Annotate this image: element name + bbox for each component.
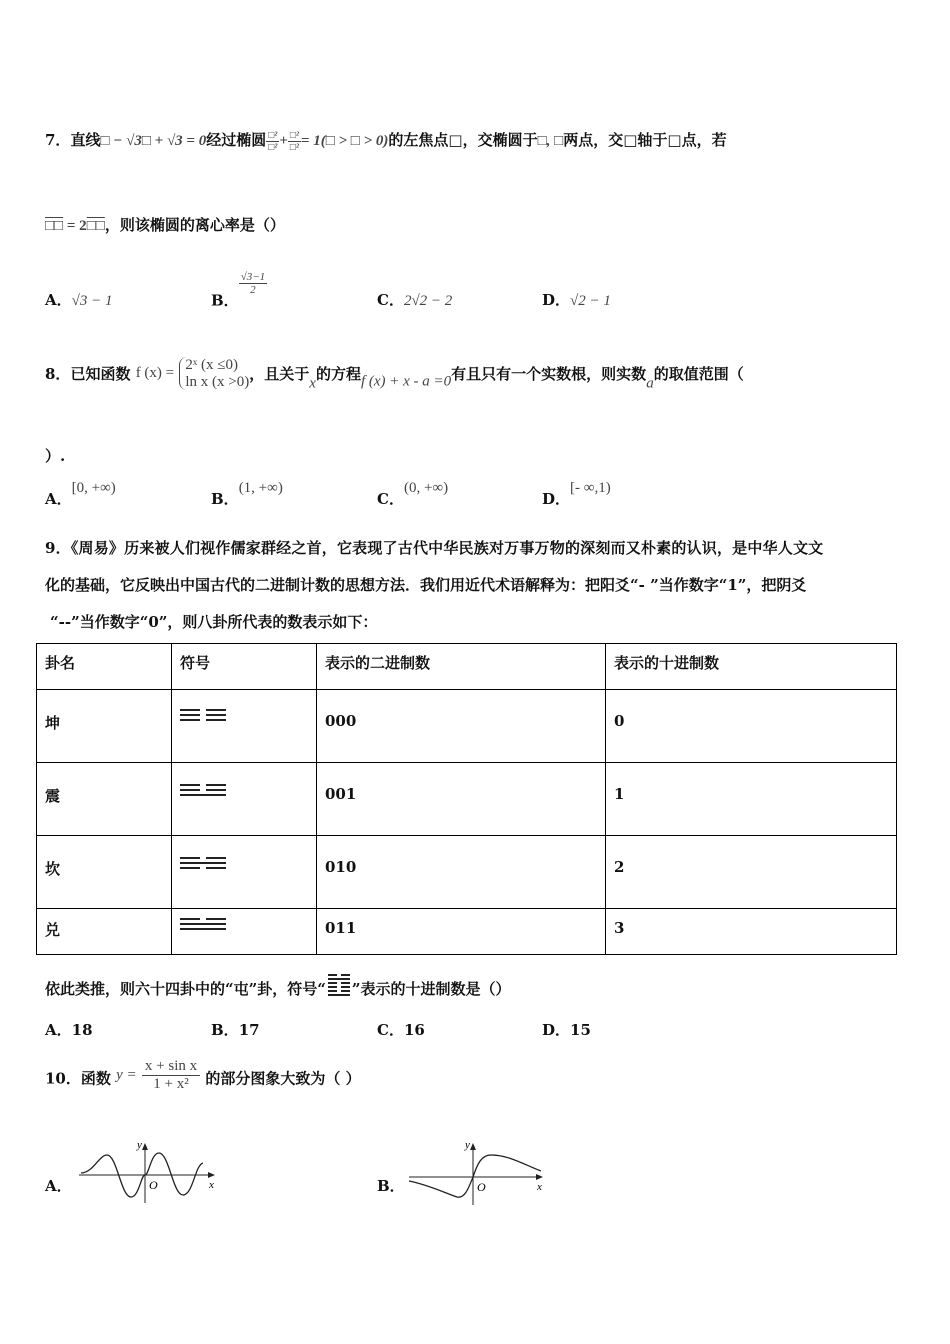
row-name: 坎	[37, 836, 172, 909]
bagua-table	[36, 643, 897, 955]
q7-ellipse-frac1: $\frac{\text{□²}}{\text{□²}}$	[268, 129, 278, 153]
q8-option-d[interactable]: D．[- ∞,1)	[542, 480, 611, 508]
q7-option-a[interactable]: A．√3 − 1	[45, 291, 113, 309]
q10-y-eq: y =	[116, 1067, 137, 1083]
row-name: 震	[37, 763, 172, 836]
q8-option-c[interactable]: C．(0, +∞)	[377, 480, 449, 508]
origin-label: O	[477, 1180, 486, 1194]
q8-fx: f (x) =	[135, 365, 175, 381]
row-decimal: 0	[606, 690, 897, 763]
q7-points: □, □	[537, 133, 564, 149]
q7-line-equation: □ − √3□ + √3 = 0	[100, 133, 207, 149]
q7-mid2: 的左焦点□，交椭圆于	[388, 131, 538, 149]
table-row	[37, 690, 897, 763]
row-decimal: 2	[606, 836, 897, 909]
q7-vector-rhs: □□	[86, 218, 105, 234]
q7-tail: ，则该椭圆的离心率是（）	[104, 216, 285, 234]
q7-mid3: 两点，交□轴于□点，若	[563, 131, 727, 149]
q9-stem-line3: “--”当作数字“0”，则八卦所代表的数表示如下：	[50, 613, 378, 631]
q8-lead: 已知函数	[70, 365, 131, 383]
q9-option-b[interactable]: B．17	[211, 1021, 260, 1039]
q8-stem-line1	[45, 357, 744, 393]
q7-vector-lhs: □□	[45, 218, 64, 234]
q7-ellipse-equation: $\frac{\text{□²}}{\text{□²}}+$ $\frac{\text{□²}}{\text{□²}}=$ 1(□ > □ > 0)	[268, 129, 389, 153]
q10-numerator: x + sin x	[142, 1058, 200, 1076]
header-decimal: 表示的十进制数	[606, 644, 897, 690]
table-row	[37, 763, 897, 836]
header-symbol: 符号	[172, 644, 317, 690]
q10-number: 10．	[45, 1069, 81, 1088]
header-name: 卦名	[37, 644, 172, 690]
q7-ellipse-frac2: $\frac{\text{□²}}{\text{□²}}$	[289, 129, 299, 153]
q9-stem-line1: 9．《周易》历来被人们视作儒家群经之首，它表现了古代中华民族对万事万物的深刻而又朴素的认识，是中华人文文	[45, 539, 824, 557]
q7-vector-mid: = 2	[63, 218, 87, 234]
trigram-kan-icon	[172, 836, 317, 909]
q8-mid1: ，且关于	[249, 365, 310, 383]
q8-option-a[interactable]: A．[0, +∞)	[45, 480, 116, 508]
y-label: y	[137, 1139, 142, 1151]
x-arrow-icon	[536, 1174, 543, 1180]
row-name: 兑	[37, 909, 172, 955]
q8-equation: f (x) + x - a =0	[360, 373, 452, 390]
row-binary: 010	[317, 836, 606, 909]
row-binary: 000	[317, 690, 606, 763]
q7-stem-line1	[45, 129, 727, 153]
q8-option-b[interactable]: B．(1, +∞)	[211, 480, 283, 508]
q9-follow-up: 依此类推，则六十四卦中的“屯”卦，符号“ ”表示的十进制数是（）	[45, 972, 511, 999]
q9-option-d[interactable]: D．15	[542, 1021, 591, 1039]
x-arrow-icon	[208, 1172, 215, 1178]
q7-stem-line2	[45, 214, 285, 235]
hexagram-zhun-icon	[328, 972, 350, 998]
q10-tail: 的部分图象大致为（ ）	[205, 1069, 361, 1088]
table-header-row	[37, 644, 897, 690]
q8-number: 8．	[45, 365, 71, 383]
q8-piece1: 2ˣ (x ≤0)	[185, 357, 238, 373]
table-row	[37, 909, 897, 955]
q7-option-b[interactable]: B． $\frac{√3-1}{2}$	[211, 271, 266, 310]
row-decimal: 3	[606, 909, 897, 955]
curve-b	[409, 1155, 541, 1197]
x-label: x	[209, 1179, 214, 1191]
q8-mid4: 的取值范围（	[653, 365, 744, 383]
y-label: y	[465, 1139, 470, 1151]
q10-option-b-label[interactable]: B．	[377, 1177, 405, 1195]
q7-option-c[interactable]: C．2√2 − 2	[377, 291, 453, 309]
trigram-zhen-icon	[172, 763, 317, 836]
q7-number: 7．	[45, 131, 71, 149]
q10-fraction	[142, 1058, 200, 1093]
q10-stem	[45, 1058, 361, 1093]
trigram-kun-icon	[172, 690, 317, 763]
q7-mid1: 经过椭圆	[206, 131, 267, 149]
q7-option-d[interactable]: D．√2 − 1	[542, 291, 611, 309]
q9-stem-line2: 化的基础，它反映出中国古代的二进制计数的思想方法．我们用近代术语解释为：把阳爻“- ”当作数字“1”，把阴爻	[45, 576, 807, 594]
q10-lead: 函数	[80, 1069, 111, 1088]
q7-lead: 直线	[70, 131, 101, 149]
q8-mid2: 的方程	[315, 365, 361, 383]
header-binary: 表示的二进制数	[317, 644, 606, 690]
q10-denominator: 1 + x²	[153, 1076, 189, 1092]
q8-piece2: ln x (x >0)	[185, 373, 250, 390]
q8-var-x: x	[309, 375, 316, 392]
y-arrow-icon	[142, 1143, 148, 1150]
row-binary: 001	[317, 763, 606, 836]
q9-option-a[interactable]: A．18	[45, 1021, 93, 1039]
trigram-dui-icon	[172, 909, 317, 955]
table-row	[37, 836, 897, 909]
origin-label: O	[149, 1178, 158, 1192]
q8-mid3: 有且只有一个实数根，则实数	[451, 365, 647, 383]
q8-close: ）.	[45, 447, 66, 465]
row-binary: 011	[317, 909, 606, 955]
q10-option-a-label[interactable]: A．	[45, 1177, 72, 1195]
y-arrow-icon	[470, 1143, 476, 1150]
q8-var-a: a	[646, 375, 654, 392]
x-label: x	[537, 1181, 542, 1193]
row-name: 坤	[37, 690, 172, 763]
row-decimal: 1	[606, 763, 897, 836]
q10-graph-b[interactable]	[405, 1135, 550, 1207]
q9-option-c[interactable]: C．16	[377, 1021, 425, 1039]
q10-graph-a[interactable]	[75, 1135, 220, 1207]
q8-piecewise	[179, 357, 249, 390]
